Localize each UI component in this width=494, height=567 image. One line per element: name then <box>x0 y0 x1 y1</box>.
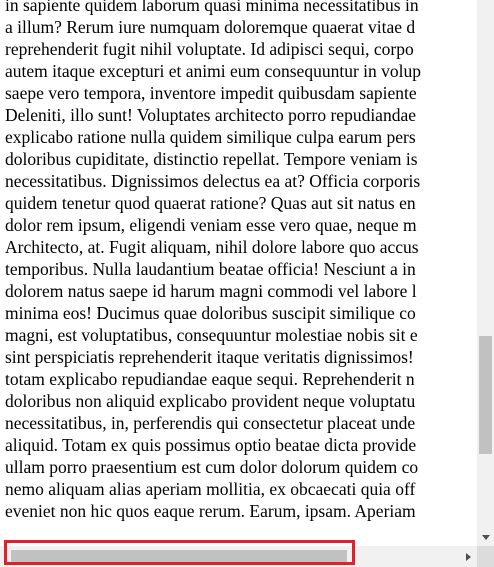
triangle-down-icon <box>482 535 490 540</box>
scrollbar-corner <box>477 546 494 567</box>
horizontal-scrollbar-thumb[interactable] <box>11 550 347 562</box>
text-line: in sapiente quidem laborum quasi minima necessitatibus in <box>5 0 419 15</box>
text-line: nemo aliquam alias aperiam mollitia, ex obcaecati quia off <box>5 479 416 499</box>
text-line: dolorem natus saepe id harum magni commodi vel labore l <box>5 281 417 301</box>
text-line: aliquid. Totam ex quis possimus optio beatae dicta provide <box>5 435 417 455</box>
text-line: ullam porro praesentium est cum dolor dolorum quidem co <box>5 457 419 477</box>
text-line: eveniet non hic quos eaque rerum. Earum, ipsam. Aperiam <box>5 501 416 521</box>
text-line: dolor rem ipsum, eligendi veniam esse vero quae, neque m <box>5 215 417 235</box>
text-line: autem itaque excepturi et animi eum consequuntur in volup <box>5 61 421 81</box>
text-line: explicabo ratione nulla quidem similique culpa earum pers <box>5 127 416 147</box>
horizontal-scrollbar[interactable] <box>0 546 477 567</box>
text-line: quidem tenetur quod quaerat ratione? Quas aut sit natus en <box>5 193 416 213</box>
text-line: sint perspiciatis reprehenderit itaque veritatis dignissimos! <box>5 347 414 367</box>
text-line: doloribus non aliquid explicabo provident neque voluptatu <box>5 391 416 411</box>
scroll-right-button[interactable] <box>460 548 477 565</box>
text-line: totam explicabo repudiandae eaque sequi. Reprehenderit n <box>5 369 415 389</box>
triangle-right-icon <box>466 553 471 561</box>
text-line: magni, est voluptatibus, consequuntur molestiae nobis sit e <box>5 325 418 345</box>
scroll-down-button[interactable] <box>477 529 494 546</box>
text-line: minima eos! Ducimus quae doloribus suscipit similique co <box>5 303 416 323</box>
text-line: necessitatibus. Dignissimos delectus ea at? Officia corporis <box>5 171 421 191</box>
text-line: necessitatibus, in, perferendis qui consectetur placeat unde <box>5 413 416 433</box>
vertical-scrollbar-thumb[interactable] <box>479 336 492 454</box>
text-line: temporibus. Nulla laudantium beatae officia! Nesciunt a in <box>5 259 416 279</box>
vertical-scrollbar[interactable] <box>477 0 494 546</box>
text-line: a illum? Rerum iure numquam doloremque quaerat vitae d <box>5 17 416 37</box>
text-line: saepe vero tempora, inventore impedit quibusdam sapiente <box>5 83 417 103</box>
text-line: doloribus cupiditate, distinctio repellat. Tempore veniam is <box>5 149 418 169</box>
text-line: reprehenderit fugit nihil voluptate. Id adipisci sequi, corpo <box>5 39 414 59</box>
text-line: Architecto, at. Fugit aliquam, nihil dolore labore quo accus <box>5 237 419 257</box>
text-line: Deleniti, illo sunt! Voluptates architecto porro repudiandae <box>5 105 416 125</box>
